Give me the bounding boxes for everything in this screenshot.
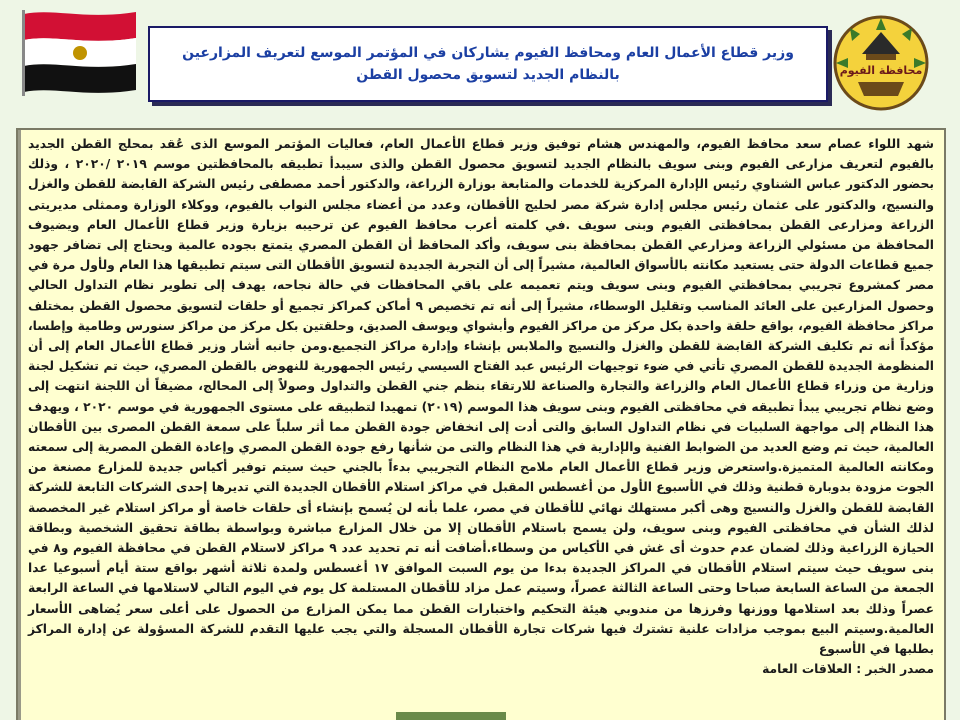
article-source: مصدر الخبر : العلاقات العامة [762, 662, 934, 677]
page-title: وزير قطاع الأعمال العام ومحافظ الفيوم يشاركان في المؤتمر الموسع لتعريف المزارعين بالنظام الجديد لتسويق محصول القطن [182, 45, 794, 83]
bottom-image-strip [396, 712, 506, 720]
cotton-emblem-icon [832, 14, 930, 112]
headline-box [148, 26, 828, 102]
article-body-container [18, 130, 944, 679]
emblem-label: محافظة الفيوم [839, 64, 923, 77]
article-panel [16, 128, 946, 720]
article-body: شهد اللواء عصام سعد محافظ الفيوم، والمهندس هشام توفيق وزير قطاع الأعمال العام، فعاليات المؤتمر الموسع الذى عُقد بمحلج القطن الجديد بالفيوم لتعريف مزارعى الفيوم وبنى سويف بالنظام الجديد لتسويق محصول القطن والذى سيبدأ تطبيقه بالمحافظتين موسم ٢٠١٩ /٢٠٢٠ ، وذلك بحضور الدكتور عباس الشناوي رئيس الإدارة المركزية للخدمات والمتابعة بوزارة الزراعة، والدكتور أحمد مصطفى رئيس الشركة القابضة للقطن والغزل والنسيج، والدكتور على عثمان رئيس مجلس إدارة شركة مصر لحليج الأقطان، وعدد من أعضاء مجلس النواب بالفيوم، ووكلاء الوزارة وممثلى مديريتى الزراعة ومزارعى القطن بمحافظتى الفيوم وبنى سويف .في كلمته أعرب محافظ الفيوم عن ترحيبه بزيارة وزير قطاع الأعمال العام ويضيوف المحافظة من مسئولي الزراعة ومزارعي القطن بمحافظة بنى سويف، وأكد المحافظ أن القطن المصري يتمتع بجوده عالمية ويحتاج إلى تضافر جهود جميع قطاعات الدولة حتى يستعيد مكانته بالأسواق العالمية، مشيراً إلى أن التجربة الجديدة لتسويق الأقطان التى سيتم تطبيقها هذا العام ولأول مرة في مصر كمشروع تجريبي بمحافظتي الفيوم وبنى سويف ويتم تعميمه على باقي المحافظات في حالة نجاحه، يهدف إلى تطوير نظام التداول الحالي وحصول المزارعين على العائد المناسب وتقليل الوسطاء، مشيراً إلى أنه تم تخصيص ٩ أماكن كمراكز تجميع أو حلقات لتسويق محصول القطن بمختلف مراكز محافظة الفيوم، بواقع حلقة واحدة بكل مركز من مراكز الفيوم وأبشواي ويوسف الصديق، وحلقتين بكل مركز من مراكز سنورس وطامية وإطسا، مؤكداً أنه تم تكليف الشركة القابضة للقطن والغزل والنسيج والملابس بإنشاء وإدارة مراكز التجميع.ومن جانبه أشار وزير قطاع الأعمال العام إلى أن المنظومة الجديدة للقطن المصري تأتي في ضوء توجيهات الرئيس عبد الفتاح السيسي رئيس الجمهورية للنهوض بالقطن المصري، حيث تم تشكيل لجنة وزارية من وزراء قطاع الأعمال العام والزراعة والتجارة والصناعة للارتقاء بنظم جني القطن والتداول وصولاً إلى المحالج، مضيفاً أن اللجنة انتهت إلى وضع نظام تجريبي يبدأ تطبيقه في محافظتى الفيوم وبنى سويف هذا الموسم (٢٠١٩) تمهيدا لتطبيقه على مستوى الجمهورية في موسم ٢٠٢٠ ، ويهدف هذا النظام إلى مواجهة السلبيات في نظام التداول السابق والتى أدت إلى انخفاض جودة القطن مما أثر سلباً على سمعة القطن المصرى بين الأقطان العالمية، حيث تم وضع العديد من الضوابط الفنية والإدارية في هذا النظام والتى من شأنها رفع جودة القطن المصري وإعادة القطن المصرية إلى سمعته ومكانته العالمية المتميزة.واستعرض وزير قطاع الأعمال العام ملامح النظام التجريبي بدءاً بالجني حيث سيتم توفير أكياس جديدة للمزارع مصنعة من الجوت مزودة بدوبارة قطنية وذلك في الأسبوع الأول من أغسطس المقبل في مراكز استلام الأقطان الجديدة التي تديرها إحدى الشركات التابعة للشركة القابضة للقطن والغزل والنسيج وهى أكبر مستهلك نهائي للأقطان في مصر، علما بأنه لن يُسمح بإنشاء أى حلقات خاصة أو مراكز استلام غير المخصصة لذلك الشأن في محافظتى الفيوم وبنى سويف، ولن يسمح باستلام الأقطان إلا من خلال المزارع مباشرة وبواسطة بطاقة تحقيق الشخصية وبطاقة الحيازة الزراعية وذلك لضمان عدم حدوث أى غش في الأكياس من وسطاء.أضافت أنه تم تحديد عدد ٩ مراكز لاستلام القطن في محافظة الفيوم و٨ في بنى سويف حيث سيتم استلام الأقطان في المراكز الجديدة بدءا من يوم السبت الموافق ١٧ أغسطس ولمدة ثلاثة أشهر بواقع ستة أيام أسبوعيا عدا الجمعة من الساعة السابعة صباحا وحتى الساعة الثالثة عصراً، وسيتم عمل مزاد للأقطان المستلمة كل يوم في اليوم التالي لاستلامها في الساعة الرابعة عصراً وذلك بعد استلامها ووزنها وفرزها من مندوبي هيئة التحكيم واختبارات القطن مما يمكن المزارع من الحصول على أعلى سعر يُضاهى الأسعار العالمية.وسيتم البيع بموجب مزادات علنية تشترك فيها شركات تجارة الأقطان المسجلة والتي يجب عليها التقدم للشركة المسؤولة عن إدارة المراكز بطلبها في الأسبوع [28, 137, 935, 657]
egypt-flag-icon [14, 6, 146, 102]
